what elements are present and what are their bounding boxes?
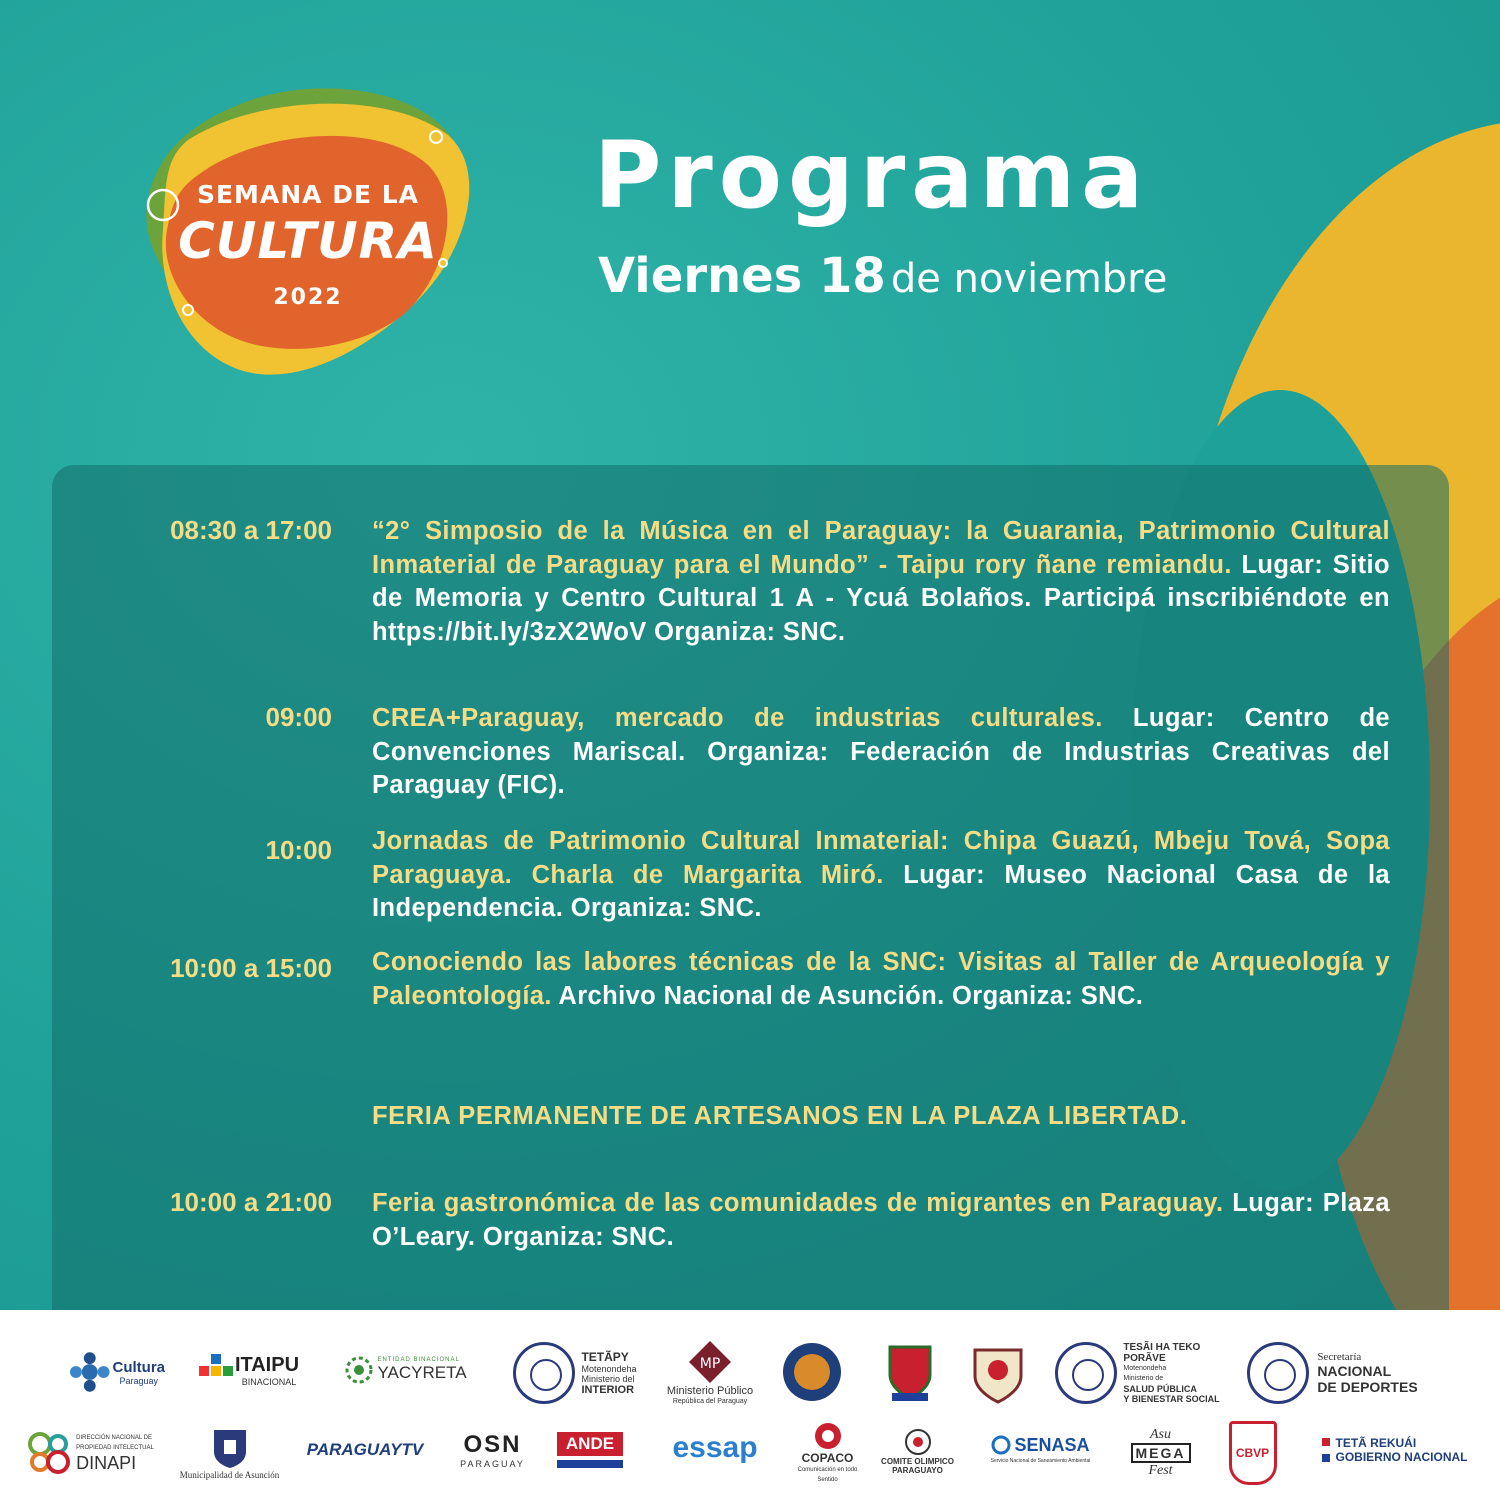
gobierno-line1: TETÃ REKUÁI	[1335, 1436, 1417, 1450]
megafest-line2: MEGA	[1131, 1443, 1191, 1463]
interior-line1: TETÃPY	[581, 1350, 629, 1364]
sponsors-footer	[0, 1310, 1500, 1500]
paraguay-seal-icon	[513, 1342, 575, 1404]
cultura-logo	[70, 1340, 165, 1404]
copaco-subtext: Comunicación en todo Sentido	[797, 1466, 858, 1483]
salud-line2: PORÃVE	[1123, 1353, 1166, 1364]
logo-line1: SEMANA DE LA	[196, 180, 420, 209]
military-crest-logo	[878, 1335, 942, 1405]
deportes-line3: DE DEPORTES	[1317, 1379, 1418, 1395]
lion-icon	[903, 1427, 933, 1457]
event-time: 10:00 a 15:00	[170, 953, 332, 983]
salud-line6: Y BIENESTAR SOCIAL	[1123, 1394, 1220, 1404]
crest-icon	[882, 1337, 938, 1403]
water-drop-icon	[991, 1435, 1011, 1455]
event-details: Lugar: Plaza O’Leary. Organiza: SNC.	[372, 1189, 1390, 1251]
coe-line2: PARAGUAYO	[892, 1466, 943, 1475]
osn-logo	[455, 1425, 530, 1475]
ministerio-salud-logo	[1055, 1338, 1220, 1408]
interior-line4: INTERIOR	[581, 1384, 635, 1396]
yacyreta-logo	[336, 1350, 476, 1390]
event-title: Jornadas de Patrimonio Cultural Inmaterial: Chipa Guazú, Mbeju Tová, Sopa Paraguaya. Charla de Margarita Miró.	[372, 827, 1390, 889]
event-details: Lugar: Sitio de Memoria y Centro Cultural 1 A - Ycuá Bolaños. Participá inscribiéndote en https://bit.ly/3zX2WoV Organiza: SNC.	[372, 550, 1390, 646]
copaco-icon	[813, 1421, 843, 1451]
deportes-line2: NACIONAL	[1317, 1363, 1392, 1379]
event-time: 09:00	[265, 702, 332, 732]
essap-text: essap	[672, 1431, 758, 1464]
date-day: Viernes 18	[598, 248, 886, 304]
senad-logo	[780, 1340, 844, 1404]
copaco-text: COPACO	[801, 1450, 854, 1465]
dinapi-text: DINAPI	[76, 1452, 137, 1473]
senasa-text: SENASA	[1014, 1434, 1090, 1455]
feria-permanente: FERIA PERMANENTE DE ARTESANOS EN LA PLAZA LIBERTAD.	[372, 1102, 1188, 1130]
osn-subtext: PARAGUAY	[460, 1459, 525, 1469]
police-badge-icon	[971, 1342, 1025, 1404]
logo-year: 2022	[273, 285, 343, 310]
cbvp-logo	[1225, 1415, 1280, 1490]
senad-seal-icon	[781, 1341, 843, 1403]
yacyreta-subtext: ENTIDAD BINACIONAL	[377, 1357, 460, 1363]
logo-line2: CULTURA	[178, 212, 438, 270]
event-description	[372, 825, 1390, 926]
event-time: 10:00 a 21:00	[170, 1187, 332, 1217]
event-title: Conociendo las labores técnicas de la SNC: Visitas al Taller de Arqueología y Paleontología.	[372, 948, 1390, 1010]
gobierno-line2: GOBIERNO NACIONAL	[1335, 1450, 1468, 1464]
policia-logo	[968, 1338, 1028, 1408]
event-details: Lugar: Centro de Convenciones Mariscal. Organiza: Federación de Industrias Creativas del Paraguay (FIC).	[372, 704, 1390, 799]
copaco-logo	[795, 1415, 860, 1490]
salud-line3: Motenondeha	[1123, 1365, 1167, 1372]
svg-text:MP: MP	[699, 1355, 721, 1372]
itaipu-text: ITAIPU	[234, 1353, 300, 1376]
senasa-logo	[983, 1430, 1098, 1470]
event-description	[372, 1187, 1390, 1254]
page-title: Programa	[594, 122, 1150, 229]
itaipu-logo	[188, 1350, 310, 1390]
paraguaytv-logo	[300, 1435, 430, 1465]
interior-line2: Motenondeha	[581, 1364, 637, 1374]
ministerio-publico-icon	[687, 1339, 733, 1385]
osn-text: OSN	[463, 1431, 522, 1458]
date-month: de noviembre	[890, 256, 1168, 302]
paraguay-seal-icon	[1055, 1342, 1117, 1404]
semana-cultura-logo	[118, 80, 468, 385]
salud-line1: TESÃI HA TEKO	[1123, 1342, 1201, 1353]
ministerio-interior-logo	[505, 1338, 645, 1408]
event-details: Lugar: Museo Nacional Casa de la Independencia. Organiza: SNC.	[372, 860, 1391, 922]
event-time: 08:30 a 17:00	[170, 515, 332, 545]
event-description	[372, 702, 1390, 803]
dinapi-logo	[25, 1422, 155, 1484]
event-description	[372, 946, 1390, 1013]
secretaria-deportes-logo	[1240, 1338, 1425, 1408]
date-subtitle	[598, 248, 1168, 304]
event-title: “2° Simposio de la Música en el Paraguay: la Guarania, Patrimonio Cultural Inmaterial de Paraguay para el Mundo” - Taipu rory ñane remiandu.	[372, 517, 1390, 579]
yacyreta-text: YACYRETA	[377, 1363, 467, 1382]
ande-text: ANDE	[557, 1432, 623, 1456]
coe-line1: COMITE OLIMPICO	[881, 1457, 954, 1466]
municipal-crest-icon	[211, 1426, 249, 1470]
event-description	[372, 515, 1390, 649]
ande-logo	[555, 1425, 625, 1475]
cbvp-text: CBVP	[1229, 1421, 1277, 1485]
event-time: 10:00	[265, 835, 332, 865]
essap-logo	[650, 1428, 780, 1468]
dinapi-line2: PROPIEDAD INTELECTUAL	[76, 1444, 154, 1451]
salud-line4: Ministerio de	[1123, 1375, 1164, 1382]
interior-line3: Ministerio del	[581, 1374, 635, 1384]
megafest-line1: Asu	[1150, 1426, 1171, 1442]
paraguaytv-text: PARAGUAYTV	[306, 1440, 424, 1459]
ministerio-publico-logo	[660, 1335, 760, 1410]
municipalidad-text: Municipalidad de Asunción	[179, 1469, 280, 1480]
salud-line5: SALUD PÚBLICA	[1123, 1384, 1197, 1394]
event-details: Archivo Nacional de Asunción. Organiza: SNC.	[551, 981, 1144, 1010]
dinapi-line1: DIRECCIÓN NACIONAL DE	[76, 1434, 152, 1441]
flag-icon	[1322, 1438, 1330, 1462]
municipalidad-logo	[172, 1415, 287, 1490]
event-title: CREA+Paraguay, mercado de industrias culturales.	[372, 704, 1103, 732]
cultura-subtext: Paraguay	[119, 1375, 159, 1386]
gears-icon	[26, 1430, 72, 1476]
yacyreta-icon	[345, 1356, 373, 1384]
flower-icon	[70, 1352, 110, 1392]
itaipu-subtext: BINACIONAL	[241, 1376, 297, 1387]
event-title: Feria gastronómica de las comunidades de migrantes en Paraguay.	[372, 1189, 1224, 1217]
megafest-line3: Fest	[1148, 1462, 1173, 1478]
mp-line1: Ministerio Público	[666, 1384, 754, 1397]
cultura-text: Cultura	[112, 1358, 165, 1376]
paraguay-seal-icon	[1247, 1342, 1309, 1404]
itaipu-icon	[199, 1354, 233, 1376]
comite-olimpico-logo	[870, 1415, 965, 1487]
asu-mega-fest-logo	[1118, 1415, 1203, 1490]
mp-line2: República del Paraguay	[672, 1397, 748, 1405]
program-panel	[52, 465, 1449, 1325]
deportes-line1: Secretaría	[1317, 1351, 1362, 1363]
gobierno-nacional-logo	[1312, 1432, 1477, 1468]
senasa-subtext: Servicio Nacional de Saneamiento Ambiental	[990, 1457, 1091, 1464]
